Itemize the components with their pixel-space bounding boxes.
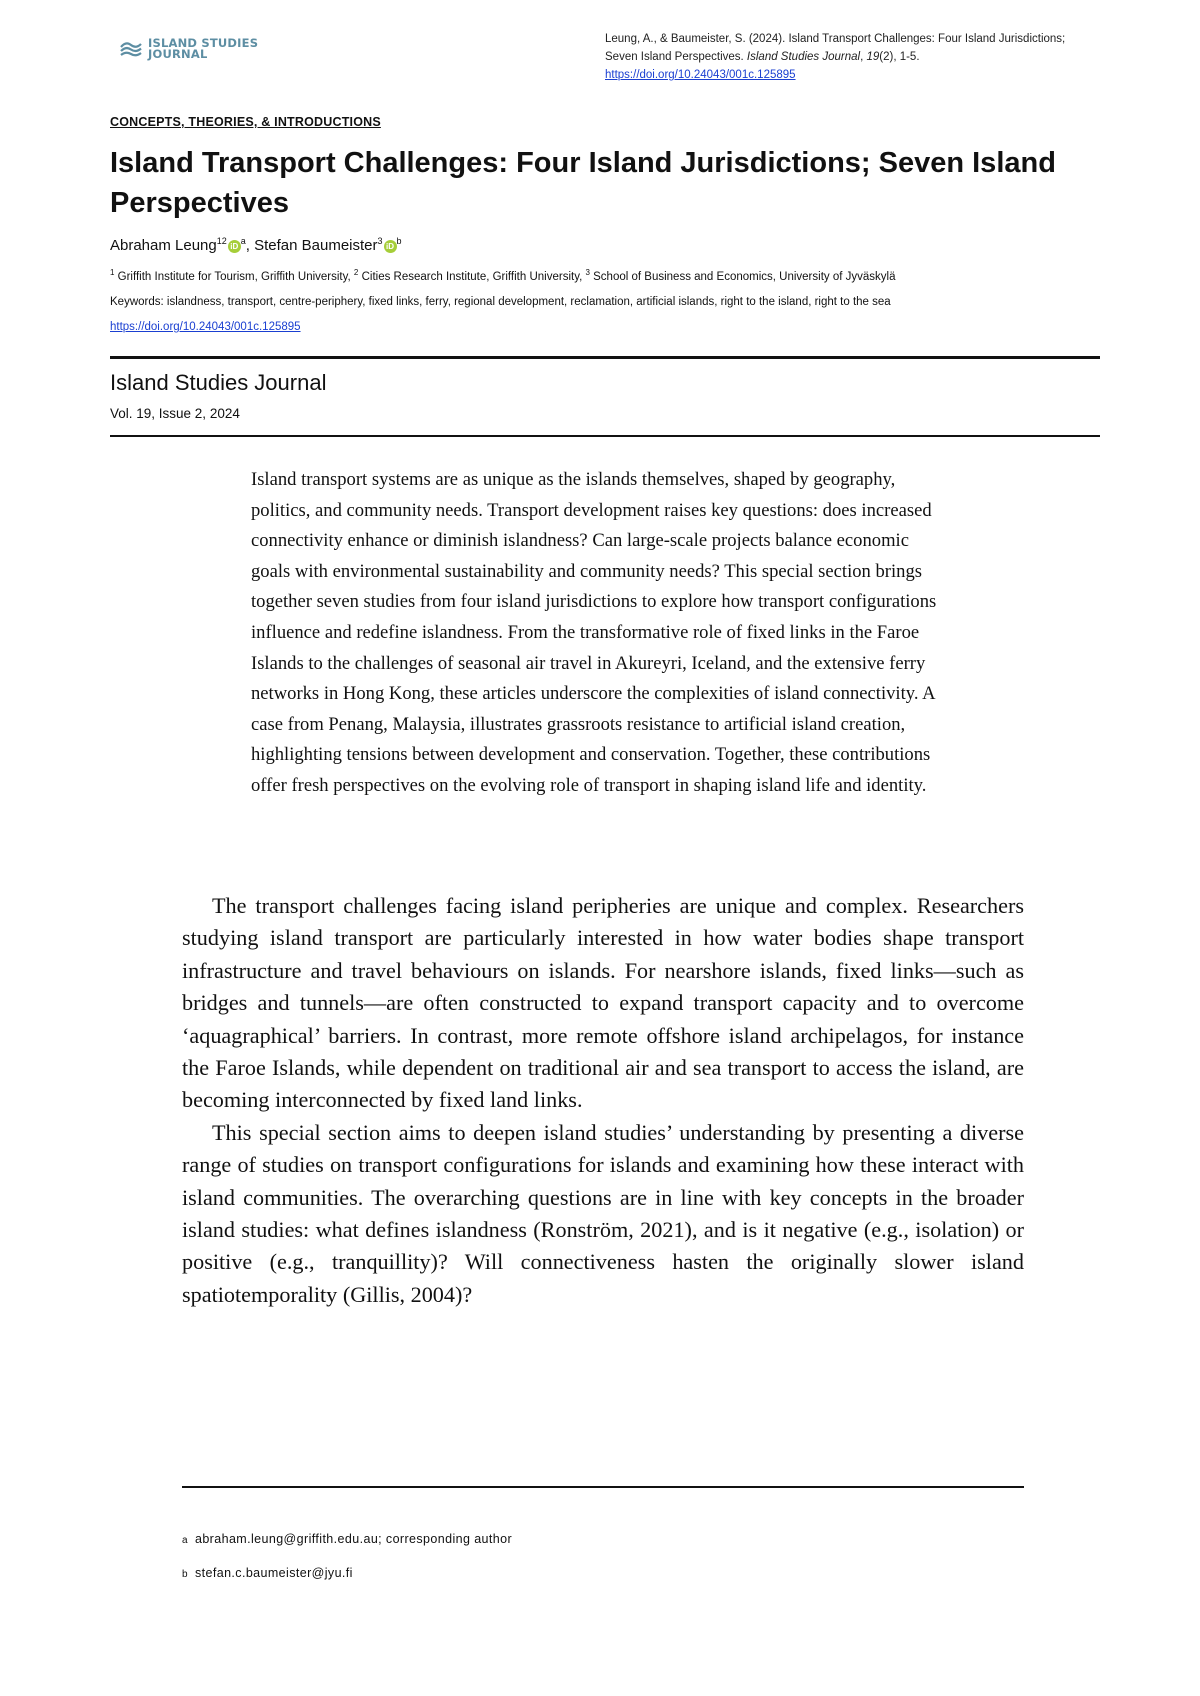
citation-issue-pages: (2), 1-5. xyxy=(879,51,920,63)
journal-name: Island Studies Journal xyxy=(110,370,327,395)
author-affiliation-marker: 3 xyxy=(377,236,383,246)
affiliation-3: School of Business and Economics, University of Jyväskylä xyxy=(593,270,896,283)
citation-journal: Island Studies Journal xyxy=(746,51,861,63)
journal-logo xyxy=(120,38,258,60)
author-name: Abraham Leung xyxy=(110,237,217,254)
author-list: Abraham $Leung^{12}iD^a$, Stefan $Baumeister^3iD^b$ xyxy=(110,236,402,254)
article-title: Island Transport Challenges: Four Island Jurisdictions; Seven Island Perspectives xyxy=(110,147,1056,219)
citation-doi-link[interactable]: https://doi.org/10.24043/001c.125895 xyxy=(605,69,796,81)
orcid-icon[interactable]: iD xyxy=(228,240,241,253)
divider-bottom xyxy=(110,435,1100,437)
footnote-marker: b xyxy=(182,1569,188,1580)
section-label: CONCEPTS, THEORIES, & INTRODUCTIONS xyxy=(110,115,381,129)
affiliations: $^1$ Griffith Institute for Tourism, Griffith University, $^2$ Cities Research Institute, Griffith University, $^3$ School of Business and Economics, University of Jyväskylä xyxy=(110,268,896,283)
author-footnote-marker: b xyxy=(396,236,402,246)
citation-block: Leung, A., & Baumeister, S. (2024). Island Transport Challenges: Four Island Jurisdictions; Seven Island Perspectives. Island Studies Journal, 19(2), 1-5. https://doi.org/10.24043/001c.125895 xyxy=(605,33,1066,81)
footnote-marker: a xyxy=(182,1535,188,1546)
author-affiliation-marker: 12 xyxy=(216,236,227,246)
footnote-divider xyxy=(182,1486,1024,1488)
citation-volume: 19 xyxy=(866,51,880,63)
keywords-label: Keywords: xyxy=(110,296,164,308)
body-paragraph: The transport challenges facing island peripheries are unique and complex. Researchers studying island transport are particularly interested in how water bodies shape transport infrastructure and travel behaviours on islands. For nearshore islands, fixed links—such as bridges and tunnels—are often constructed to expand transport capacity and to overcome ‘aquagraphical’ barriers. In contrast, more remote offshore island archipelagos, for instance the Faroe Islands, while dependent on traditional air and sea transport to access the island, are becoming interconnected by fixed land links. xyxy=(182,893,1024,1113)
orcid-icon[interactable]: iD xyxy=(384,240,397,253)
keywords-line xyxy=(110,296,1110,308)
island-waves-icon xyxy=(120,39,142,59)
citation-text: Leung, A., & Baumeister, S. (2024). Island Transport Challenges: Four Island Jurisdictions; Seven Island Perspectives. xyxy=(605,33,1066,63)
body-paragraph: This special section aims to deepen island studies’ understanding by presenting a diverse range of studies on transport configurations for islands and examining how these interact with island communities. The overarching questions are in line with key concepts in the broader island studies: what defines islandness (Ronström, 2021), and is it negative (e.g., isolation) or positive (e.g., tranquillity)? Will connectiveness hasten the originally slower island spatiotemporality (Gillis, 2004)? xyxy=(182,1119,1024,1307)
footnote-b xyxy=(182,1566,353,1580)
footnote-text: abraham.leung@griffith.edu.au; corresponding author xyxy=(194,1532,513,1546)
affiliation-1: Griffith Institute for Tourism, Griffith University, xyxy=(117,270,351,283)
article-doi-link[interactable]: https://doi.org/10.24043/001c.125895 xyxy=(110,321,301,333)
abstract: Island transport systems are as unique as the islands themselves, shaped by geography, politics, and community needs. Transport development raises key questions: does increased connectivity enhance or diminish islandness? Can large-scale projects balance economic goals with environmental sustainability and community needs? This special section brings together seven studies from four island jurisdictions to explore how transport configurations influence and redefine islandness. From the transformative role of fixed links in the Faroe Islands to the challenges of seasonal air travel in Akureyri, Iceland, and the extensive ferry networks in Hong Kong, these articles underscore the complexities of island connectivity. A case from Penang, Malaysia, illustrates grassroots resistance to artificial island creation, highlighting tensions between development and conservation. Together, these contributions offer fresh perspectives on the evolving role of transport in shaping island life and identity. xyxy=(251,469,937,796)
logo-line-2: JOURNAL xyxy=(148,47,208,61)
logo-line-1: ISLAND STUDIES xyxy=(148,36,259,50)
author-footnote-marker: a xyxy=(240,236,246,246)
author-name: Stefan Baumeister xyxy=(254,237,378,254)
article-body xyxy=(182,890,1024,1311)
affiliation-2: Cities Research Institute, Griffith University, xyxy=(361,270,583,283)
footnote-text: stefan.c.baumeister@jyu.fi xyxy=(194,1566,353,1580)
journal-volume: Vol. 19, Issue 2, 2024 xyxy=(110,406,240,421)
footnote-a xyxy=(182,1532,512,1546)
keywords-list: islandness, transport, centre-periphery, fixed links, ferry, regional development, reclamation, artificial islands, right to the island, right to the sea xyxy=(166,296,891,308)
divider-top xyxy=(110,356,1100,359)
